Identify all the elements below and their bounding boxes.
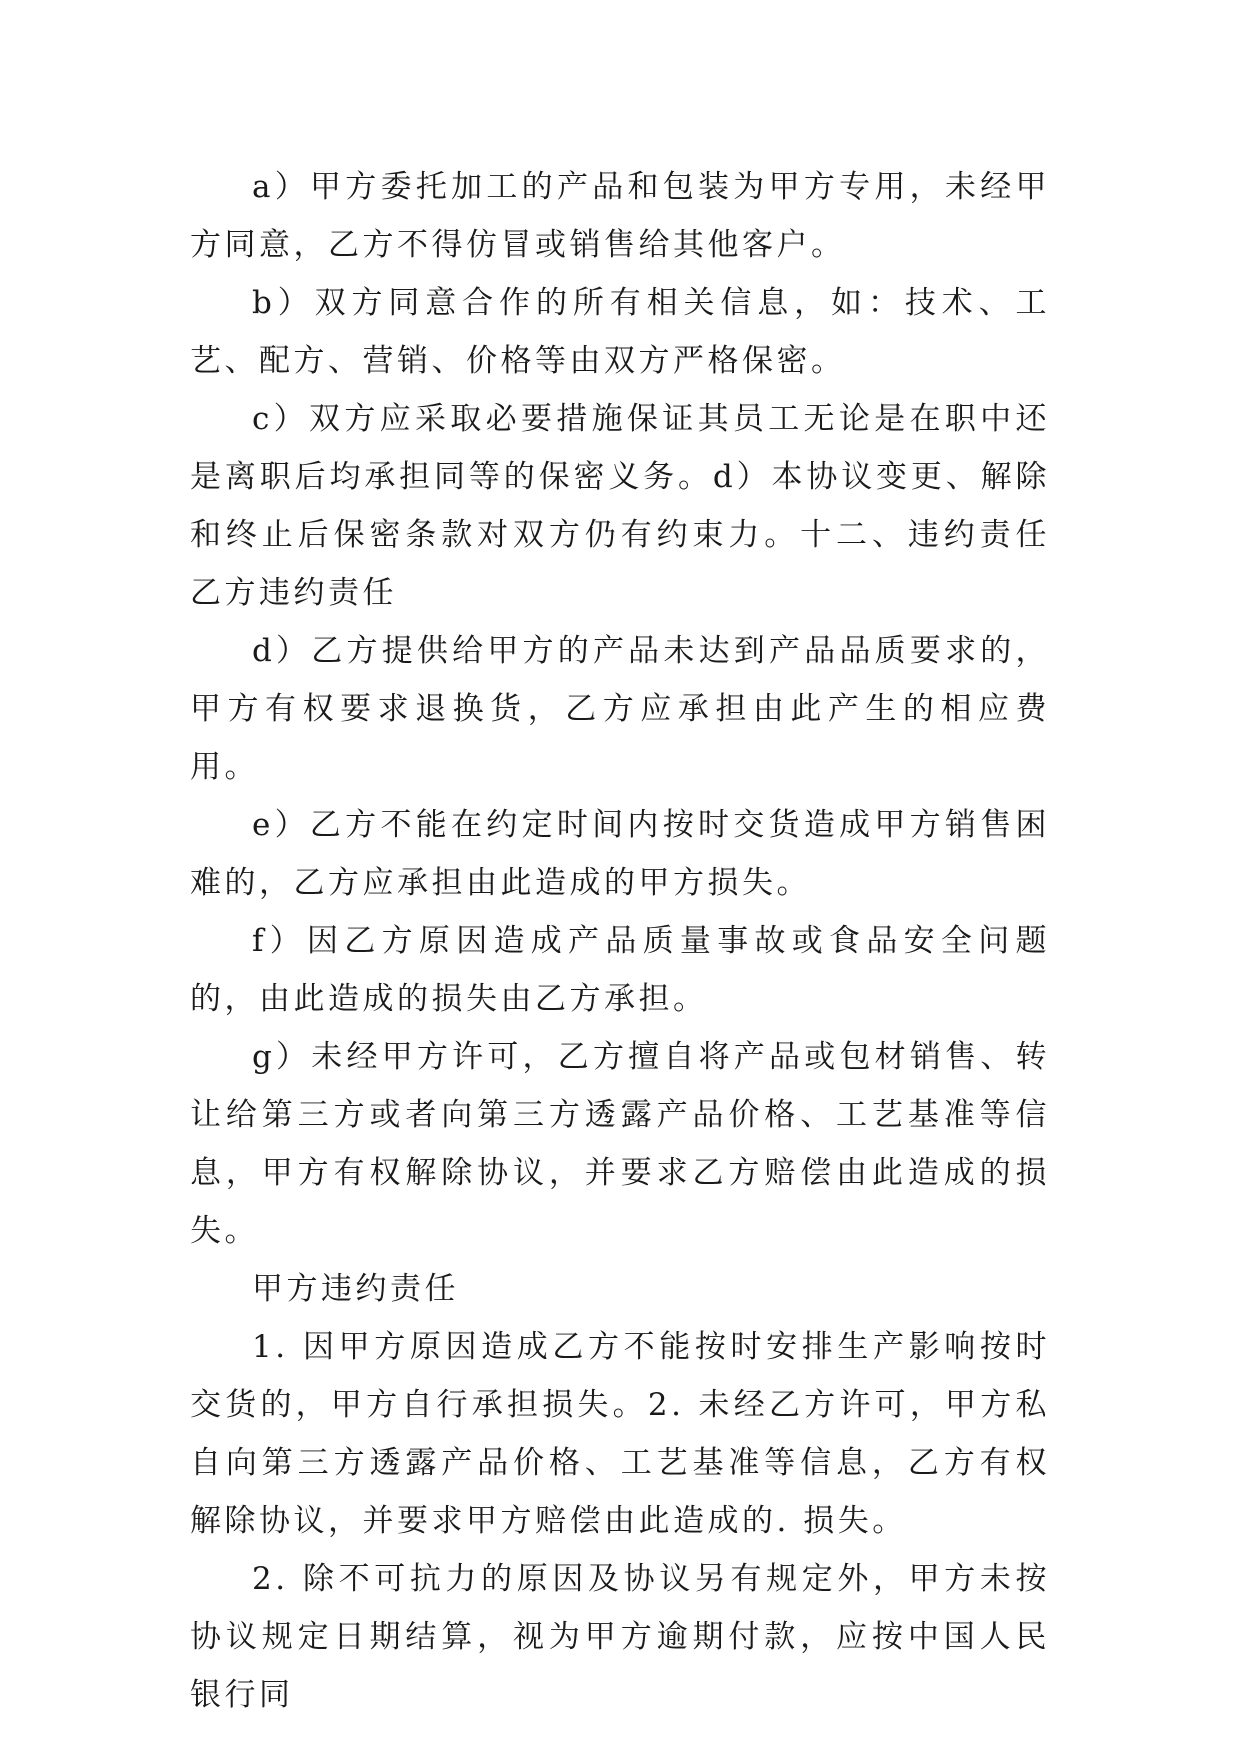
paragraph-b: b）双方同意合作的所有相关信息，如：技术、工艺、配方、营销、价格等由双方严格保密。 — [190, 285, 1050, 379]
paragraph-e: e）乙方不能在约定时间内按时交货造成甲方销售困难的，乙方应承担由此造成的甲方损失。 — [190, 807, 1050, 901]
paragraph-f: f）因乙方原因造成产品质量事故或食品安全问题的，由此造成的损失由乙方承担。 — [190, 923, 1050, 1017]
paragraph-2: 2. 除不可抗力的原因及协议另有规定外，甲方未按协议规定日期结算，视为甲方逾期付款，应按中国人民银行同 — [190, 1561, 1050, 1713]
paragraph-d: d）乙方提供给甲方的产品未达到产品品质要求的，甲方有权要求退换货，乙方应承担由此产生的相应费用。 — [190, 633, 1050, 785]
paragraph-a: a）甲方委托加工的产品和包装为甲方专用，未经甲方同意，乙方不得仿冒或销售给其他客户。 — [190, 169, 1050, 263]
paragraph-c: c）双方应采取必要措施保证其员工无论是在职中还是离职后均承担同等的保密义务。d）本协议变更、解除和终止后保密条款对双方仍有约束力。十二、违约责任乙方违约责任 — [190, 401, 1050, 611]
section-heading-party-a-liability: 甲方违约责任 — [252, 1271, 459, 1307]
document-body — [190, 158, 1050, 1724]
paragraph-1: 1. 因甲方原因造成乙方不能按时安排生产影响按时交货的，甲方自行承担损失。2. 未经乙方许可，甲方私自向第三方透露产品价格、工艺基准等信息，乙方有权解除协议，并要求甲方赔偿由此造成的. 损失。 — [190, 1329, 1050, 1539]
paragraph-g: g）未经甲方许可，乙方擅自将产品或包材销售、转让给第三方或者向第三方透露产品价格、工艺基准等信息，甲方有权解除协议，并要求乙方赔偿由此造成的损失。 — [190, 1039, 1050, 1249]
